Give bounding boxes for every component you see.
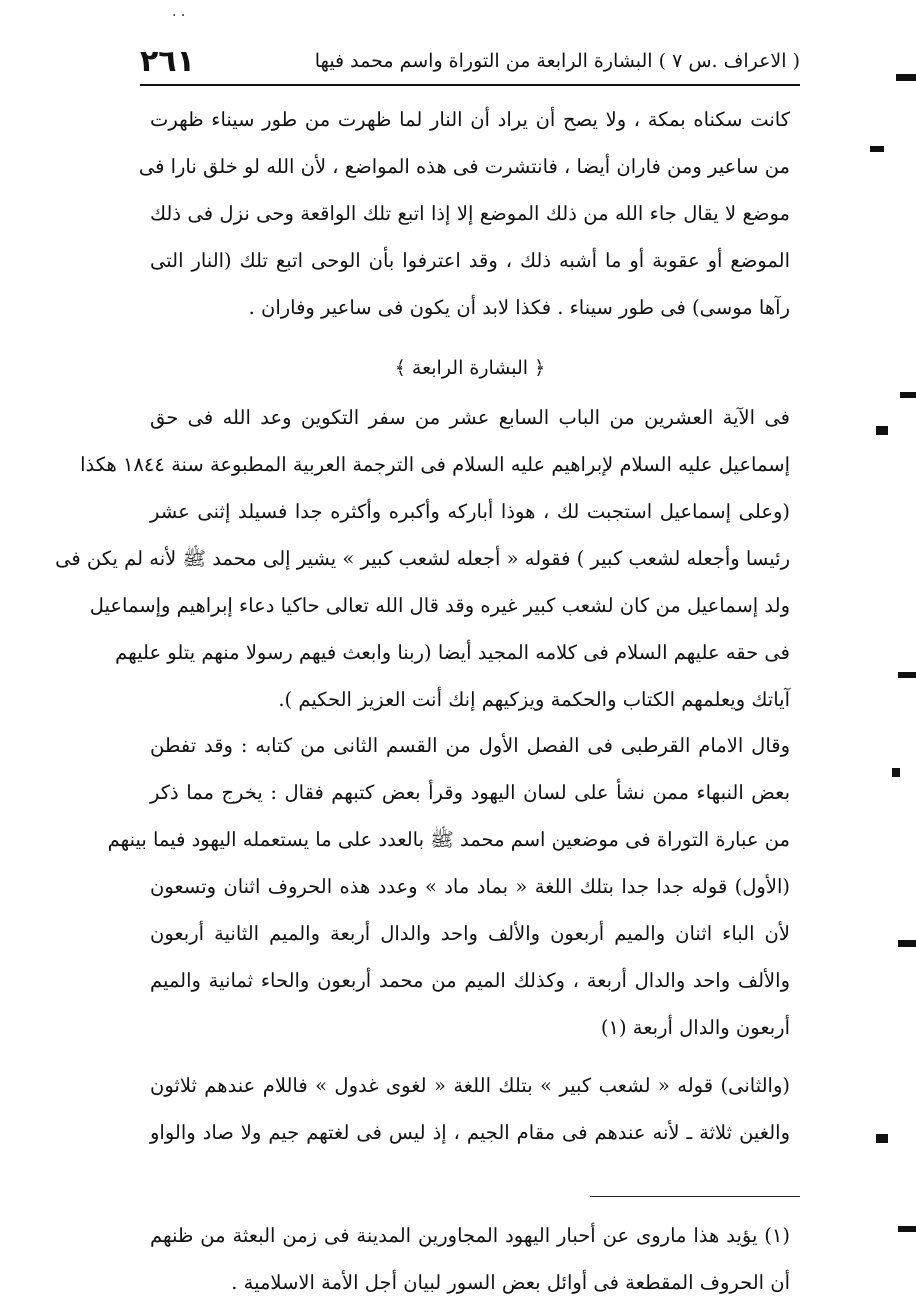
text-line: (وعلى إسماعيل استجبت لك ، هوذا أباركه وأكبره وأكثره جدا فسيلد إثنى عشر: [150, 500, 790, 523]
text-line: الموضع أو عقوبة أو ما أشبه ذلك ، وقد اعترفوا بأن الوحى اتبع تلك (النار التى: [150, 249, 790, 272]
paragraph-continued: [138, 96, 790, 331]
scan-mark: [900, 392, 916, 398]
text-line: من ساعير ومن فاران أيضا ، فانتشرت فى هذه المواضع ، لأن الله لو خلق نارا فى: [138, 155, 790, 178]
footnote-rule: [590, 1196, 800, 1197]
text-line: والألف واحد والدال أربعة ، وكذلك الميم من محمد أربعون والحاء ثمانية والميم: [150, 969, 790, 992]
text-line: من عبارة التوراة فى موضعين اسم محمد ﷺ بالعدد على ما يستعمله اليهود فيما بينهم: [107, 828, 790, 851]
page-header: [140, 38, 800, 86]
paragraph-fourth-tidings: [55, 394, 790, 723]
text-line: وقال الامام القرطبى فى الفصل الأول من القسم الثانى من كتابه : وقد تفطن: [150, 734, 790, 757]
running-title: ( الاعراف .س ٧ ) البشارة الرابعة من التوراة واسم محمد فيها: [314, 50, 800, 72]
text-line: والغين ثلاثة ـ لأنه عندهم فى مقام الجيم ، إذ ليس فى لغتهم جيم ولا صاد والواو: [150, 1121, 790, 1144]
footnote-line: (١) يؤيد هذا ماروى عن أحبار اليهود المجاورين المدينة فى زمن البعثة من ظنهم: [150, 1224, 790, 1247]
scan-mark: [896, 74, 916, 81]
scan-mark: [870, 146, 884, 152]
text-line: موضع لا يقال جاء الله من ذلك الموضع إلا إذا اتبع تلك الواقعة وحى نزل فى ذلك: [150, 202, 790, 225]
footnote-line: أن الحروف المقطعة فى أوائل بعض السور لبيان أجل الأمة الاسلامية .: [231, 1271, 790, 1294]
text-line: (الأول) قوله جدا جدا بتلك اللغة « بماد ماد » وعدد هذه الحروف اثنان وتسعون: [150, 875, 790, 898]
page-number: ٢٦١: [140, 43, 195, 79]
scan-mark: [898, 672, 916, 678]
scan-mark: [876, 426, 888, 435]
text-line: لأن الباء اثنان والميم أربعون والألف واحد والدال أربعة والميم الثانية أربعون: [150, 922, 791, 945]
text-line: بعض النبهاء ممن نشأ على لسان اليهود وقرأ بعض كتبهم فقال : يخرج مما ذكر: [150, 781, 790, 804]
text-line: آياتك ويعلمهم الكتاب والحكمة ويزكيهم إنك أنت العزيز الحكيم ).: [278, 688, 790, 711]
scan-mark: [876, 1134, 888, 1143]
text-line: إسماعيل عليه السلام لإبراهيم عليه السلام فى الترجمة العربية المطبوعة سنة ١٨٤٤ هكذا: [80, 453, 790, 476]
text-line: رآها موسى) فى طور سيناء . فكذا لابد أن يكون فى ساعير وفاران .: [248, 296, 790, 319]
paragraph-second: [150, 1062, 790, 1156]
scan-mark: [892, 768, 900, 777]
scan-mark: [898, 1226, 916, 1232]
text-line: أربعون والدال أربعة (١): [600, 1016, 790, 1039]
footnote: [150, 1212, 790, 1306]
text-line: (والثانى) قوله « لشعب كبير » بتلك اللغة « لغوى غدول » فاللام عندهم ثلاثون: [150, 1074, 790, 1097]
paragraph-qurtubi: [107, 722, 791, 1051]
text-line: ولد إسماعيل من كان لشعب كبير غيره وقد قال الله تعالى حاكيا دعاء إبراهيم وإسماعيل: [89, 594, 790, 617]
text-line: رئيسا وأجعله لشعب كبير ) فقوله « أجعله لشعب كبير » يشير إلى محمد ﷺ لأنه لم يكن فى: [55, 547, 790, 570]
scan-speck: · ·: [172, 8, 186, 24]
text-line: فى الآية العشرين من الباب السابع عشر من سفر التكوين وعد الله فى حق: [150, 406, 790, 429]
text-line: كانت سكناه بمكة ، ولا يصح أن يراد أن النار لما ظهرت من طور سيناء ظهرت: [150, 108, 790, 131]
text-line: فى حقه عليهم السلام فى كلامه المجيد أيضا (ربنا وابعث فيهم رسولا منهم يتلو عليهم: [115, 641, 790, 664]
section-heading: ﴿ البشارة الرابعة ﴾: [394, 357, 546, 379]
scan-mark: [898, 940, 916, 947]
